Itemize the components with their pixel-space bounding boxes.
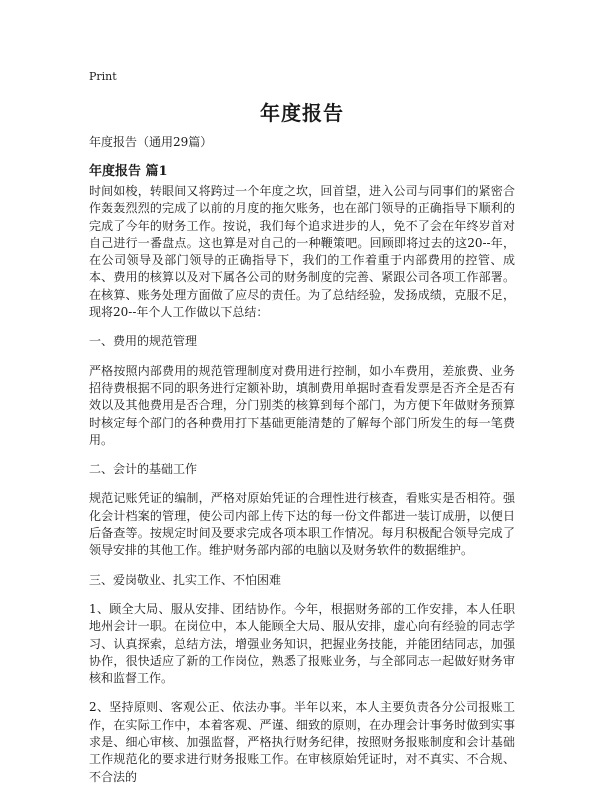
document-body: [89, 183, 515, 798]
print-link[interactable]: Print: [89, 70, 117, 83]
intro-paragraph: 时间如梭，转眼间又将跨过一个年度之坎，回首望，进入公司与同事们的紧密合作轰轰烈烈的完成了以前的月度的拖欠账务，也在部门领导的正确指导下顺利的完成了今年的财务工作。按说，我们每个追求进步的人，免不了会在年终岁首对自己进行一番盘点。这也算是对自己的一种鞭策吧。回顾即将过去的这20--年，在公司领导及部门领导的正确指导下，我们的工作着重于内部费用的控管、成本、费用的核算以及对下属各公司的财务制度的完善、紧跟公司各项工作部署。在核算、账务处理方面做了应尽的责任。为了总结经验，发扬成绩，克服不足，现将20--年个人工作做以下总结：: [89, 184, 515, 320]
heading-accounting-basics: 二、会计的基础工作: [89, 462, 198, 477]
document-subtitle: 年度报告（通用29篇）: [89, 135, 213, 149]
paragraph-accounting-basics: 规范记账凭证的编制，严格对原始凭证的合理性进行核查，看账实是否相符。强化会计档案的管理，使公司内部上传下达的每一份文件都进一装订成册，以便日后备查等。按规定时间及要求完成各项本职工作情况。每月积极配合领导完成了领导安排的其他工作。维护财务部内部的电脑以及财务软件的数据维护。: [89, 491, 515, 558]
paragraph-expense-management: 严格按照内部费用的规范管理制度对费用进行控制，如小车费用，差旅费、业务招待费根据不同的职务进行定额补助，填制费用单据时查看发票是否齐全是否有效以及其他费用是否合理，分门别类的核算到每个部门，为方便下年做财务预算时核定每个部门的各种费用打下基础更能清楚的了解每个部门所发生的每一笔费用。: [89, 363, 515, 447]
heading-dedication: 三、爱岗敬业、扎实工作、不怕困难: [89, 572, 282, 587]
document-title: 年度报告: [260, 101, 344, 125]
paragraph-item-2: 2、坚持原则、客观公正、依法办事。半年以来，本人主要负责各分公司报账工作，在实际工作中，本着客观、严谨、细致的原则，在办理会计事务时做到实事求是、细心审核、加强监督，严格执行财务纪律，按照财务报账制度和会计基础工作规范化的要求进行财务报账工作。在审核原始凭证时，对不真实、不合规、不合法的: [89, 700, 515, 784]
heading-expense-management: 一、费用的规范管理: [89, 334, 198, 349]
paragraph-item-1: 1、顾全大局、服从安排、团结协作。今年，根据财务部的工作安排，本人任职地州会计一职。在岗位中，本人能顾全大局、服从安排，虚心向有经验的同志学习、认真探索，总结方法，增强业务知识，把握业务技能，并能团结同志，加强协作，很快适应了新的工作岗位，熟悉了报账业务，与全部同志一起做好财务审核和监督工作。: [89, 601, 515, 686]
section-heading: 年度报告 篇1: [89, 164, 168, 179]
